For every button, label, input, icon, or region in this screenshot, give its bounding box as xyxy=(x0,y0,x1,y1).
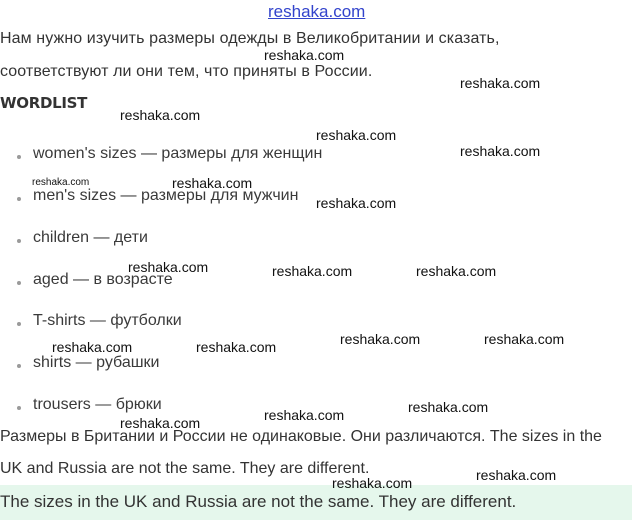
watermark: reshaka.com xyxy=(172,175,253,191)
answer-text: The sizes in the UK and Russia are not the same. They are different. xyxy=(0,492,517,511)
watermark: reshaka.com xyxy=(120,415,201,431)
bullet-icon xyxy=(17,155,21,159)
watermark: reshaka.com xyxy=(416,263,497,279)
watermark: reshaka.com xyxy=(264,407,345,423)
watermark: reshaka.com xyxy=(316,195,397,211)
site-header-link[interactable]: reshaka.com xyxy=(268,2,366,21)
watermark: reshaka.com xyxy=(484,331,565,347)
watermark: reshaka.com xyxy=(460,75,541,91)
wordlist-item-3: children — дети xyxy=(33,229,148,246)
watermark: reshaka.com xyxy=(332,475,413,491)
intro-line-1: Нам нужно изучить размеры одежды в Великобритании и сказать, xyxy=(0,30,500,47)
watermark: reshaka.com xyxy=(264,47,345,63)
watermark: reshaka.com xyxy=(460,143,541,159)
intro-line-2: соответствуют ли они тем, что приняты в России. xyxy=(0,63,373,80)
watermark: reshaka.com xyxy=(32,177,90,188)
wordlist-item-2: men's sizes — размеры для мужчин xyxy=(33,187,299,204)
wordlist-heading: WORDLIST xyxy=(0,94,88,112)
bullet-icon xyxy=(17,406,21,410)
watermark: reshaka.com xyxy=(52,339,133,355)
watermark: reshaka.com xyxy=(128,259,209,275)
watermark: reshaka.com xyxy=(272,263,353,279)
wordlist-item-6: shirts — рубашки xyxy=(33,354,160,371)
watermark: reshaka.com xyxy=(196,339,277,355)
bullet-icon xyxy=(17,281,21,285)
bullet-icon xyxy=(17,322,21,326)
bullet-icon xyxy=(17,364,21,368)
watermark: reshaka.com xyxy=(408,399,489,415)
watermark: reshaka.com xyxy=(340,331,421,347)
watermark: reshaka.com xyxy=(120,107,201,123)
conclusion-line-1: Размеры в Британии и России не одинаковые. Они различаются. The sizes in the xyxy=(0,428,602,445)
watermark: reshaka.com xyxy=(476,467,557,483)
bullet-icon xyxy=(17,239,21,243)
bullet-icon xyxy=(17,197,21,201)
wordlist-item-4: aged — в возрасте xyxy=(33,271,173,288)
watermark: reshaka.com xyxy=(316,127,397,143)
wordlist-item-1: women's sizes — размеры для женщин xyxy=(33,145,323,162)
wordlist-item-5: T-shirts — футболки xyxy=(33,312,182,329)
wordlist-item-7: trousers — брюки xyxy=(33,396,162,413)
conclusion-line-2: UK and Russia are not the same. They are different. xyxy=(0,460,370,477)
